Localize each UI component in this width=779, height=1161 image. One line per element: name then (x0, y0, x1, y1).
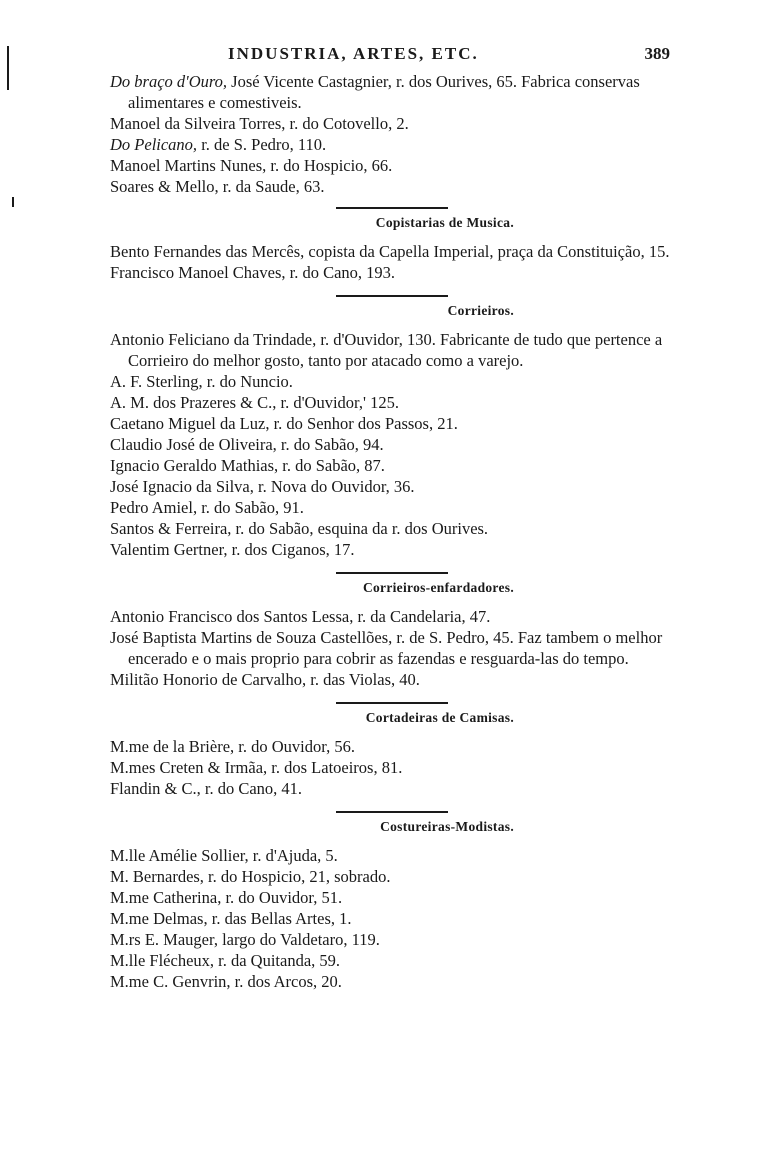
section-divider (336, 572, 448, 574)
section-title-corrieiros: Corrieiros. (447, 303, 514, 318)
list-item: M.me Catherina, r. do Ouvidor, 51. (110, 888, 343, 907)
list-item: M.mes Creten & Irmãa, r. dos Latoeiros, 81. (110, 758, 403, 777)
list-item: Antonio Feliciano da Trindade, r. d'Ouvidor, 130. Fabricante de tudo que pertence a Corrieiro do melhor gosto, tanto por atacado como a varejo. (110, 330, 663, 370)
section-title-cortadeiras: Cortadeiras de Camisas. (365, 710, 514, 725)
list-item: Francisco Manoel Chaves, r. do Cano, 193. (110, 263, 396, 282)
list-item (110, 155, 678, 176)
list-item: Caetano Miguel da Luz, r. do Senhor dos Passos, 21. (110, 414, 458, 433)
directory-content (110, 71, 678, 992)
list-item (110, 134, 678, 155)
list-item (110, 71, 678, 113)
list-item: Valentim Gertner, r. dos Ciganos, 17. (110, 540, 355, 559)
list-item: Militão Honorio de Carvalho, r. das Violas, 40. (110, 670, 420, 689)
entry-italic-name: Do Pelicano, (110, 135, 198, 154)
list-item: A. F. Sterling, r. do Nuncio. (110, 372, 293, 391)
margin-mark-mid (12, 197, 14, 207)
margin-mark-top (7, 46, 9, 90)
list-item: Ignacio Geraldo Mathias, r. do Sabão, 87. (110, 456, 385, 475)
entry-text: Soares & Mello, r. da Saude, 63. (110, 177, 325, 196)
running-header (110, 44, 670, 68)
list-item: M.rs E. Mauger, largo do Valdetaro, 119. (110, 930, 380, 949)
section-divider (336, 811, 448, 813)
list-item: M.me C. Genvrin, r. dos Arcos, 20. (110, 972, 342, 991)
list-item: Bento Fernandes das Mercês, copista da Capella Imperial, praça da Constituição, 15. (110, 242, 670, 261)
page-number: 389 (644, 44, 670, 63)
list-item: Claudio José de Oliveira, r. do Sabão, 94. (110, 435, 384, 454)
section-divider (336, 207, 448, 209)
list-item: Pedro Amiel, r. do Sabão, 91. (110, 498, 304, 517)
list-item: M.lle Amélie Sollier, r. d'Ajuda, 5. (110, 846, 338, 865)
list-item: José Ignacio da Silva, r. Nova do Ouvidor, 36. (110, 477, 415, 496)
list-item: Santos & Ferreira, r. do Sabão, esquina da r. dos Ourives. (110, 519, 489, 538)
section-title-costureiras: Costureiras-Modistas. (380, 819, 514, 834)
section-title-copistarias: Copistarias de Musica. (375, 215, 514, 230)
list-item: Antonio Francisco dos Santos Lessa, r. da Candelaria, 47. (110, 607, 491, 626)
section-title-corrieiros-enfardadores: Corrieiros-enfardadores. (362, 580, 514, 595)
list-item (110, 113, 678, 134)
entry-text: José Vicente Castagnier, r. dos Ourives, 65. Fabrica conservas alimentares e comestiveis. (128, 72, 640, 112)
entry-italic-name: Do braço d'Ouro, (110, 72, 228, 91)
entry-text: Manoel Martins Nunes, r. do Hospicio, 66. (110, 156, 393, 175)
list-item (110, 176, 678, 197)
list-item: Flandin & C., r. do Cano, 41. (110, 779, 303, 798)
list-item: M. Bernardes, r. do Hospicio, 21, sobrado. (110, 867, 391, 886)
entry-text: r. de S. Pedro, 110. (197, 135, 327, 154)
list-item: M.lle Flécheux, r. da Quitanda, 59. (110, 951, 341, 970)
section-divider (336, 702, 448, 704)
list-item: M.me Delmas, r. das Bellas Artes, 1. (110, 909, 352, 928)
list-item: A. M. dos Prazeres & C., r. d'Ouvidor,' 125. (110, 393, 399, 412)
list-item: M.me de la Brière, r. do Ouvidor, 56. (110, 737, 355, 756)
header-title: INDUSTRIA, ARTES, ETC. (228, 44, 479, 63)
section-divider (336, 295, 448, 297)
list-item: José Baptista Martins de Souza Castellões, r. de S. Pedro, 45. Faz tambem o melhor encerado e o mais proprio para cobrir as fazendas e resguarda-las do tempo. (110, 628, 663, 668)
entry-text: Manoel da Silveira Torres, r. do Cotovello, 2. (110, 114, 409, 133)
